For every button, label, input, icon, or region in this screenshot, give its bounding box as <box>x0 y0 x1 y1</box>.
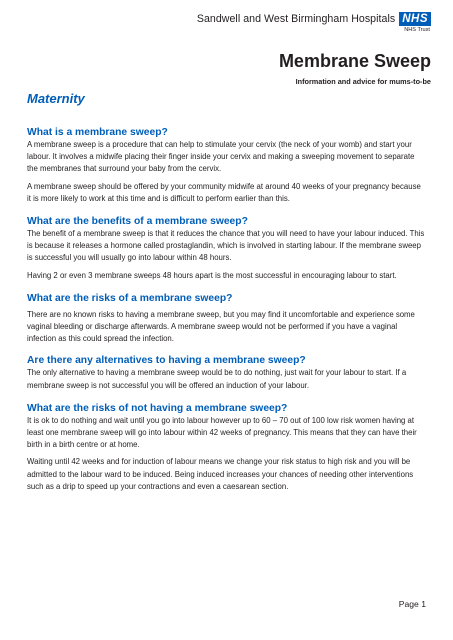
section-heading: Are there any alternatives to having a membrane sweep? <box>27 355 306 367</box>
paragraph: Having 2 or even 3 membrane sweeps 48 hours apart is the most successful in encouraging labour to start. <box>27 270 397 280</box>
trust-name: Sandwell and West Birmingham Hospitals <box>196 13 396 25</box>
paragraph: The only alternative to having a membrane sweep would be to do nothing, just wait for your labour to start. If a membrane sweep is not successful you will be offered an induction of your labour. <box>27 368 407 390</box>
paragraph: A membrane sweep is a procedure that can help to stimulate your cervix (the neck of your womb) and start your labour. It involves a midwife placing their finger inside your cervix and making a sweeping movement to separate the membranes that surround your baby from the cervix. <box>27 140 415 174</box>
section-heading: What are the benefits of a membrane sweep? <box>27 216 248 228</box>
section-heading: What is a membrane sweep? <box>27 127 168 138</box>
trust-type: NHS Trust <box>404 27 430 33</box>
paragraph: There are no known risks to having a membrane sweep, but you may find it uncomfortable and experience some vaginal bleeding or discharge afterwards. A membrane sweep would not be performed if you have a vaginal infection as this could spread the infection. <box>27 309 415 344</box>
trust-name-row <box>197 12 431 26</box>
paragraph: Waiting until 42 weeks and for induction of labour means we change your risk status to high risk and you will be admitted to the labour ward to be induced. Being induced increases your chances of needing other interventions such as a drip to speed up your contractions and even a caesarean section. <box>27 457 414 491</box>
page-number: Page 1 <box>398 599 426 609</box>
document-body <box>27 126 426 493</box>
document-subtitle: Information and advice for mums-to-be <box>295 77 431 86</box>
section-risks-of-not <box>27 402 426 493</box>
section-what-is <box>27 126 426 205</box>
section-heading: What are the risks of not having a membrane sweep? <box>27 402 288 414</box>
paragraph: A membrane sweep should be offered by your community midwife at around 40 weeks of your pregnancy because it is more likely to work at this time and is difficult to perform earlier than this. <box>27 181 421 203</box>
section-alternatives <box>27 354 426 391</box>
trust-header <box>197 12 431 33</box>
paragraph: It is ok to do nothing and wait until you go into labour however up to 60 – 70 out of 100 low risk women having at least one membrane sweep will go into labour within 42 weeks of pregnancy. This means that they can have their birth in a birth centre or at home. <box>27 415 417 450</box>
paragraph: The benefit of a membrane sweep is that it reduces the chance that you will need to have your labour induced. This is because it releases a hormone called prostaglandin, which is involved in starting labour. If the membrane sweep is successful you will usually go into labour within 48 hours. <box>27 229 425 263</box>
section-risks <box>27 292 426 346</box>
document-title: Membrane Sweep <box>278 51 431 71</box>
section-heading: What are the risks of a membrane sweep? <box>27 292 233 304</box>
nhs-logo: NHS <box>399 12 431 26</box>
department-label: Maternity <box>27 91 85 106</box>
section-benefits <box>27 215 426 282</box>
